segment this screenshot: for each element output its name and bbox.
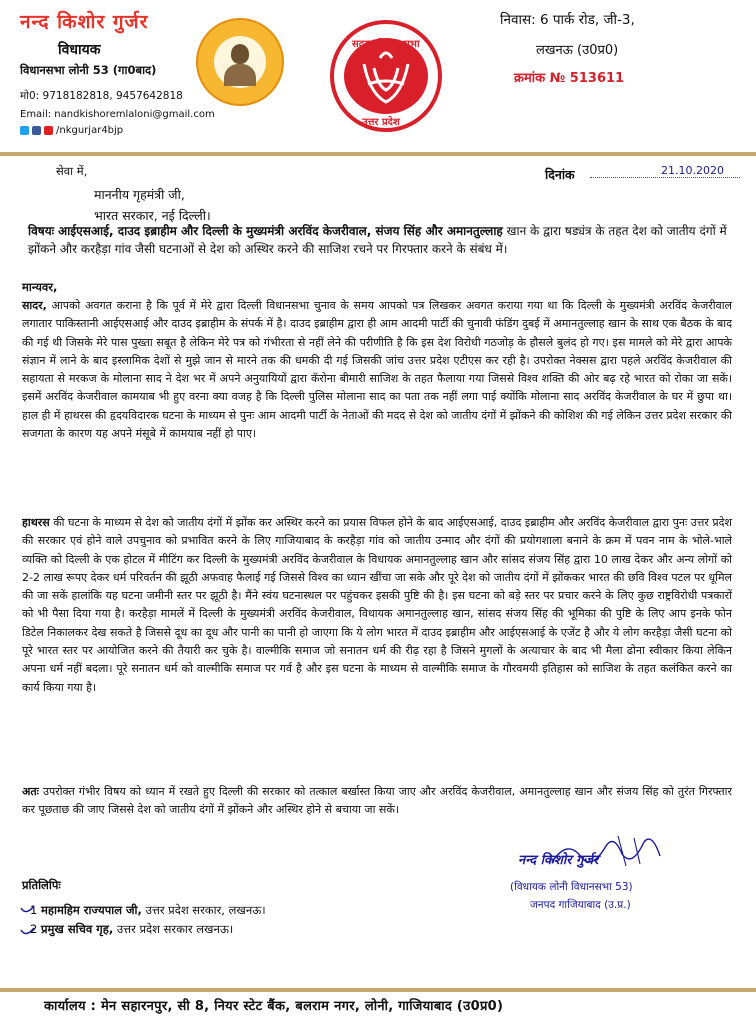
subject-label: विषयः (28, 224, 55, 238)
copy-item-1-number: 1 (30, 903, 38, 917)
copy-item-2-address: उत्तर प्रदेश सरकार लखनऊ। (113, 922, 234, 936)
signatory-designation: (विधायक लोनी विधानसभा 53) (510, 881, 633, 893)
copy-item-1-recipient: महामहिम राज्यपाल जी, (40, 903, 142, 917)
portrait-seal-logo (196, 18, 284, 106)
letterhead (0, 0, 756, 150)
mla-name: नन्द किशोर गुर्जर (20, 11, 149, 33)
paragraph-3 (22, 783, 732, 820)
paragraph-3-lead: अतः (22, 785, 39, 798)
email-address: Email: nandkishoremlaloni@gmail.com (20, 109, 215, 120)
social-handle: /nkgurjar4bjp (56, 125, 124, 136)
recipient-line2: भारत सरकार, नई दिल्ली। (94, 208, 211, 223)
signature-block (510, 848, 750, 918)
facebook-icon (32, 126, 41, 135)
copy-item-2 (30, 919, 233, 940)
emblem-bottom-text: उत्तर प्रदेश (362, 117, 400, 128)
mobile-numbers: मो0: 9718182818, 9457642818 (20, 90, 183, 102)
constituency: विधानसभा लोनी 53 (गा0बाद) (20, 63, 157, 77)
subject (28, 222, 728, 258)
header-divider (0, 152, 756, 156)
copy-item-2-recipient: प्रमुख सचिव गृह, (40, 922, 114, 936)
letter-date: 21.10.2020 (590, 164, 740, 178)
subject-rest: खान के द्वारा षड्यंत्र के तहत देश को जातीय दंगों में झोंकने और करहैड़ा गांव जैसी घटनाओं से देश को अस्थिर करने की साजिश रचने पर गिरफ्तार करने के संबंध में। (28, 224, 727, 256)
paragraph-3-body: उपरोक्त गंभीर विषय को ध्यान में रखते हुए दिल्ली की सरकार को तत्काल बर्खास्त किया जाए और अरविंद केजरीवाल, अमानतुल्लाह खान और संजय सिंह को तुरंत गिरफ्तार कर पूछताछ की जाए जिससे देश को जातीय दंगों में झोंकने और अस्थिर होने से बचाया जा सकें। (22, 785, 732, 817)
paragraph-1-lead: सादर, (22, 299, 47, 312)
footer-divider (0, 988, 756, 992)
residence-city: लखनऊ (उ0प्र0) (536, 43, 619, 58)
recipient-line1: माननीय गृहमंत्री जी, (94, 187, 185, 202)
paragraph-1-body: आपको अवगत कराना है कि पूर्व में मेरे द्वारा दिल्ली विधानसभा चुनाव के समय आपको पत्र लिखकर अवगत कराया गया था कि दिल्ली के मुख्यमंत्री अरविंद केजरीवाल लगातार पाकिस्तानी आईएसआई और दाउद इब्राहीम के संपर्क में है। दाउद इब्राहीम द्वारा ही आम आदमी पार्टी की चुनावी फंडिंग दुबई में अमानतुल्लाह खान के साथ एक बैठक के बाद की गई थी जिसके मेरे पास पुख्ता सबूत है लेकिन मेरे पत्र को गंभीरता से नहीं लेने की परीणीति है कि इस देश विरोधी गठजोड़ के हौसले बुलंद हो गए। इस मामले को मेरे द्वारा आपके संज्ञान में लाने के बाद इस्लामिक देशों से मुझे जान से मारने तक की धमकी दी गई जिसकी जांच उत्तर प्रदेश एटीएस कर रही है। उपरोक्त नेक्सस द्वारा पहले अरविंद केजरीवाल की सहायता से मरकज के मोलाना साद ने देश भर में अपने अनुयायियों द्वारा कॅरोना बीमारी साजिश के तहत फैलाया गया जिससे विश्व शक्ति की ओर बढ़ रहे भारत को रोका जा सकें। इसमें अरविंद केजरीवाल कामयाब भी हुए वरना क्या वजह है कि दिल्ली पुलिस मोलाना साद का पता तक नहीं लगा पाई क्योंकि मोलाना साद अरविंद केजरीवाल के घर में छुपा था। हाल ही में हाथरस की हृदयविदारक घटना के माध्यम से पुनः आम आदमी पार्टी के नेताओं की मदद से देश को जातीय दंगों में झोंकने की कोशिश की गई लेकिन उत्तर प्रदेश सरकार की सजगता के कारण यह अपने मंसूबे में कामयाब नहीं हो पाए। (22, 299, 732, 441)
copy-item-1 (30, 900, 266, 921)
subject-heading: आईएसआई, दाउद इब्राहीम और दिल्ली के मुख्यमंत्री अरविंद केजरीवाल, संजय सिंह और अमानतुल्लाह (57, 224, 503, 238)
paragraph-1 (22, 297, 732, 443)
designation: विधायक (58, 42, 101, 58)
office-address: कार्यालय : मेन सहारनपुर, सी 8, नियर स्टेट बैंक, बलराम नगर, लोनी, गाजियाबाद (उ0प्र0) (44, 999, 504, 1014)
copy-to-label: प्रतिलिपिः (22, 878, 61, 892)
twitter-icon (20, 126, 29, 135)
social-handles (20, 125, 123, 136)
paragraph-2-lead: हाथरस (22, 516, 50, 529)
youtube-icon (44, 126, 53, 135)
salutation: मान्यवर, (22, 280, 58, 294)
tick-mark-icon (18, 902, 38, 942)
copy-item-1-address: उत्तर प्रदेश सरकार, लखनऊ। (141, 903, 266, 917)
date-label: दिनांक (545, 167, 575, 182)
copy-item-2-number: 2 (30, 922, 38, 936)
sewa-mein: सेवा में, (56, 164, 88, 178)
residence-address: निवास: 6 पार्क रोड, जी-3, (500, 12, 635, 28)
emblem-top-text: सदस्य विधान सभा (352, 39, 420, 50)
signatory-name: नन्द किशोर गुर्जर (518, 853, 599, 868)
paragraph-2-body: की घटना के माध्यम से देश को जातीय दंगों में झोंक कर अस्थिर करने का प्रयास विफल होने के बाद आईएसआई, दाउद इब्राहीम और अरविंद केजरीवाल द्वारा पुनः उत्तर प्रदेश की सरकार एवं होने वाले उपचुनाव को प्रभावित करने के लिए गाजियाबाद के करहैड़ा गांव को जातीय उन्माद और दंगों की प्रयोगशाला बनाने के क्रम में पवन नाम के भोले-भाले व्यक्ति को दिल्ली के एक होटल में मीटिंग कर दिल्ली के मुख्यमंत्री अरविंद केजरीवाल के विधायक अमानतुल्लाह खान और सांसद संजय सिंह द्वारा 10 लाख देकर और अन्य लोगों को 2-2 लाख रूपए देकर धर्म परिवर्तन की झूठी अफवाह फैलाई गई जिससे विश्व का ध्यान खींचा जा सके और पूरे देश को जातीय दंगों में झोंककर भारत की छवि विश्व पटल पर धूमिल की जा सकें हालांकि यह घटना जमीनी स्तर पर झूठी है। मैंने स्वंय घटनास्थल पर पहुंचकर इसकी पुष्टि की है। इस घटना को बड़े स्तर पर प्रचार करने के लिए कुछ राष्ट्रविरोधी पत्रकारों को भी पैसा दिया गया है। करहैड़ा मामलें में दिल्ली के मुख्यमंत्री अरविंद केजरीवाल, विधायक अमानतुल्लाह खान, सांसद संजय सिंह की भूमिका की पुष्टि के लिए आप इनके फोन डिटेल निकालकर देख सकते है जिससे दूध का दूध और पानी का पानी हो जाएगा कि ये लोग भारत में दाउद इब्राहीम और आईएसआई के एजेंट है और ये लोग करहैड़ा जैसी घटना को पूरे भारत स्तर पर आयोजित करने की तैयारी कर चुके है। वाल्मीकि समाज जो सनातन धर्म की रीढ़ रहा है जिसने मुगलों के अत्याचार के बाद भी मैला ढोना स्वीकार किया लेकिन अपना धर्म नहीं बदला। पूरे सनातन धर्म को वाल्मीकि समाज पर गर्व है और इस घटना के माध्यम से वाल्मीकि समाज के गौरवमयी इतिहास को साजिश के तहत कलंकित करने का कार्य किया गया है। (22, 516, 732, 694)
signatory-district: जनपद गाजियाबाद (उ.प्र.) (530, 899, 631, 911)
paragraph-2 (22, 514, 732, 697)
serial-number: क्रमांक № 513611 (514, 71, 625, 86)
